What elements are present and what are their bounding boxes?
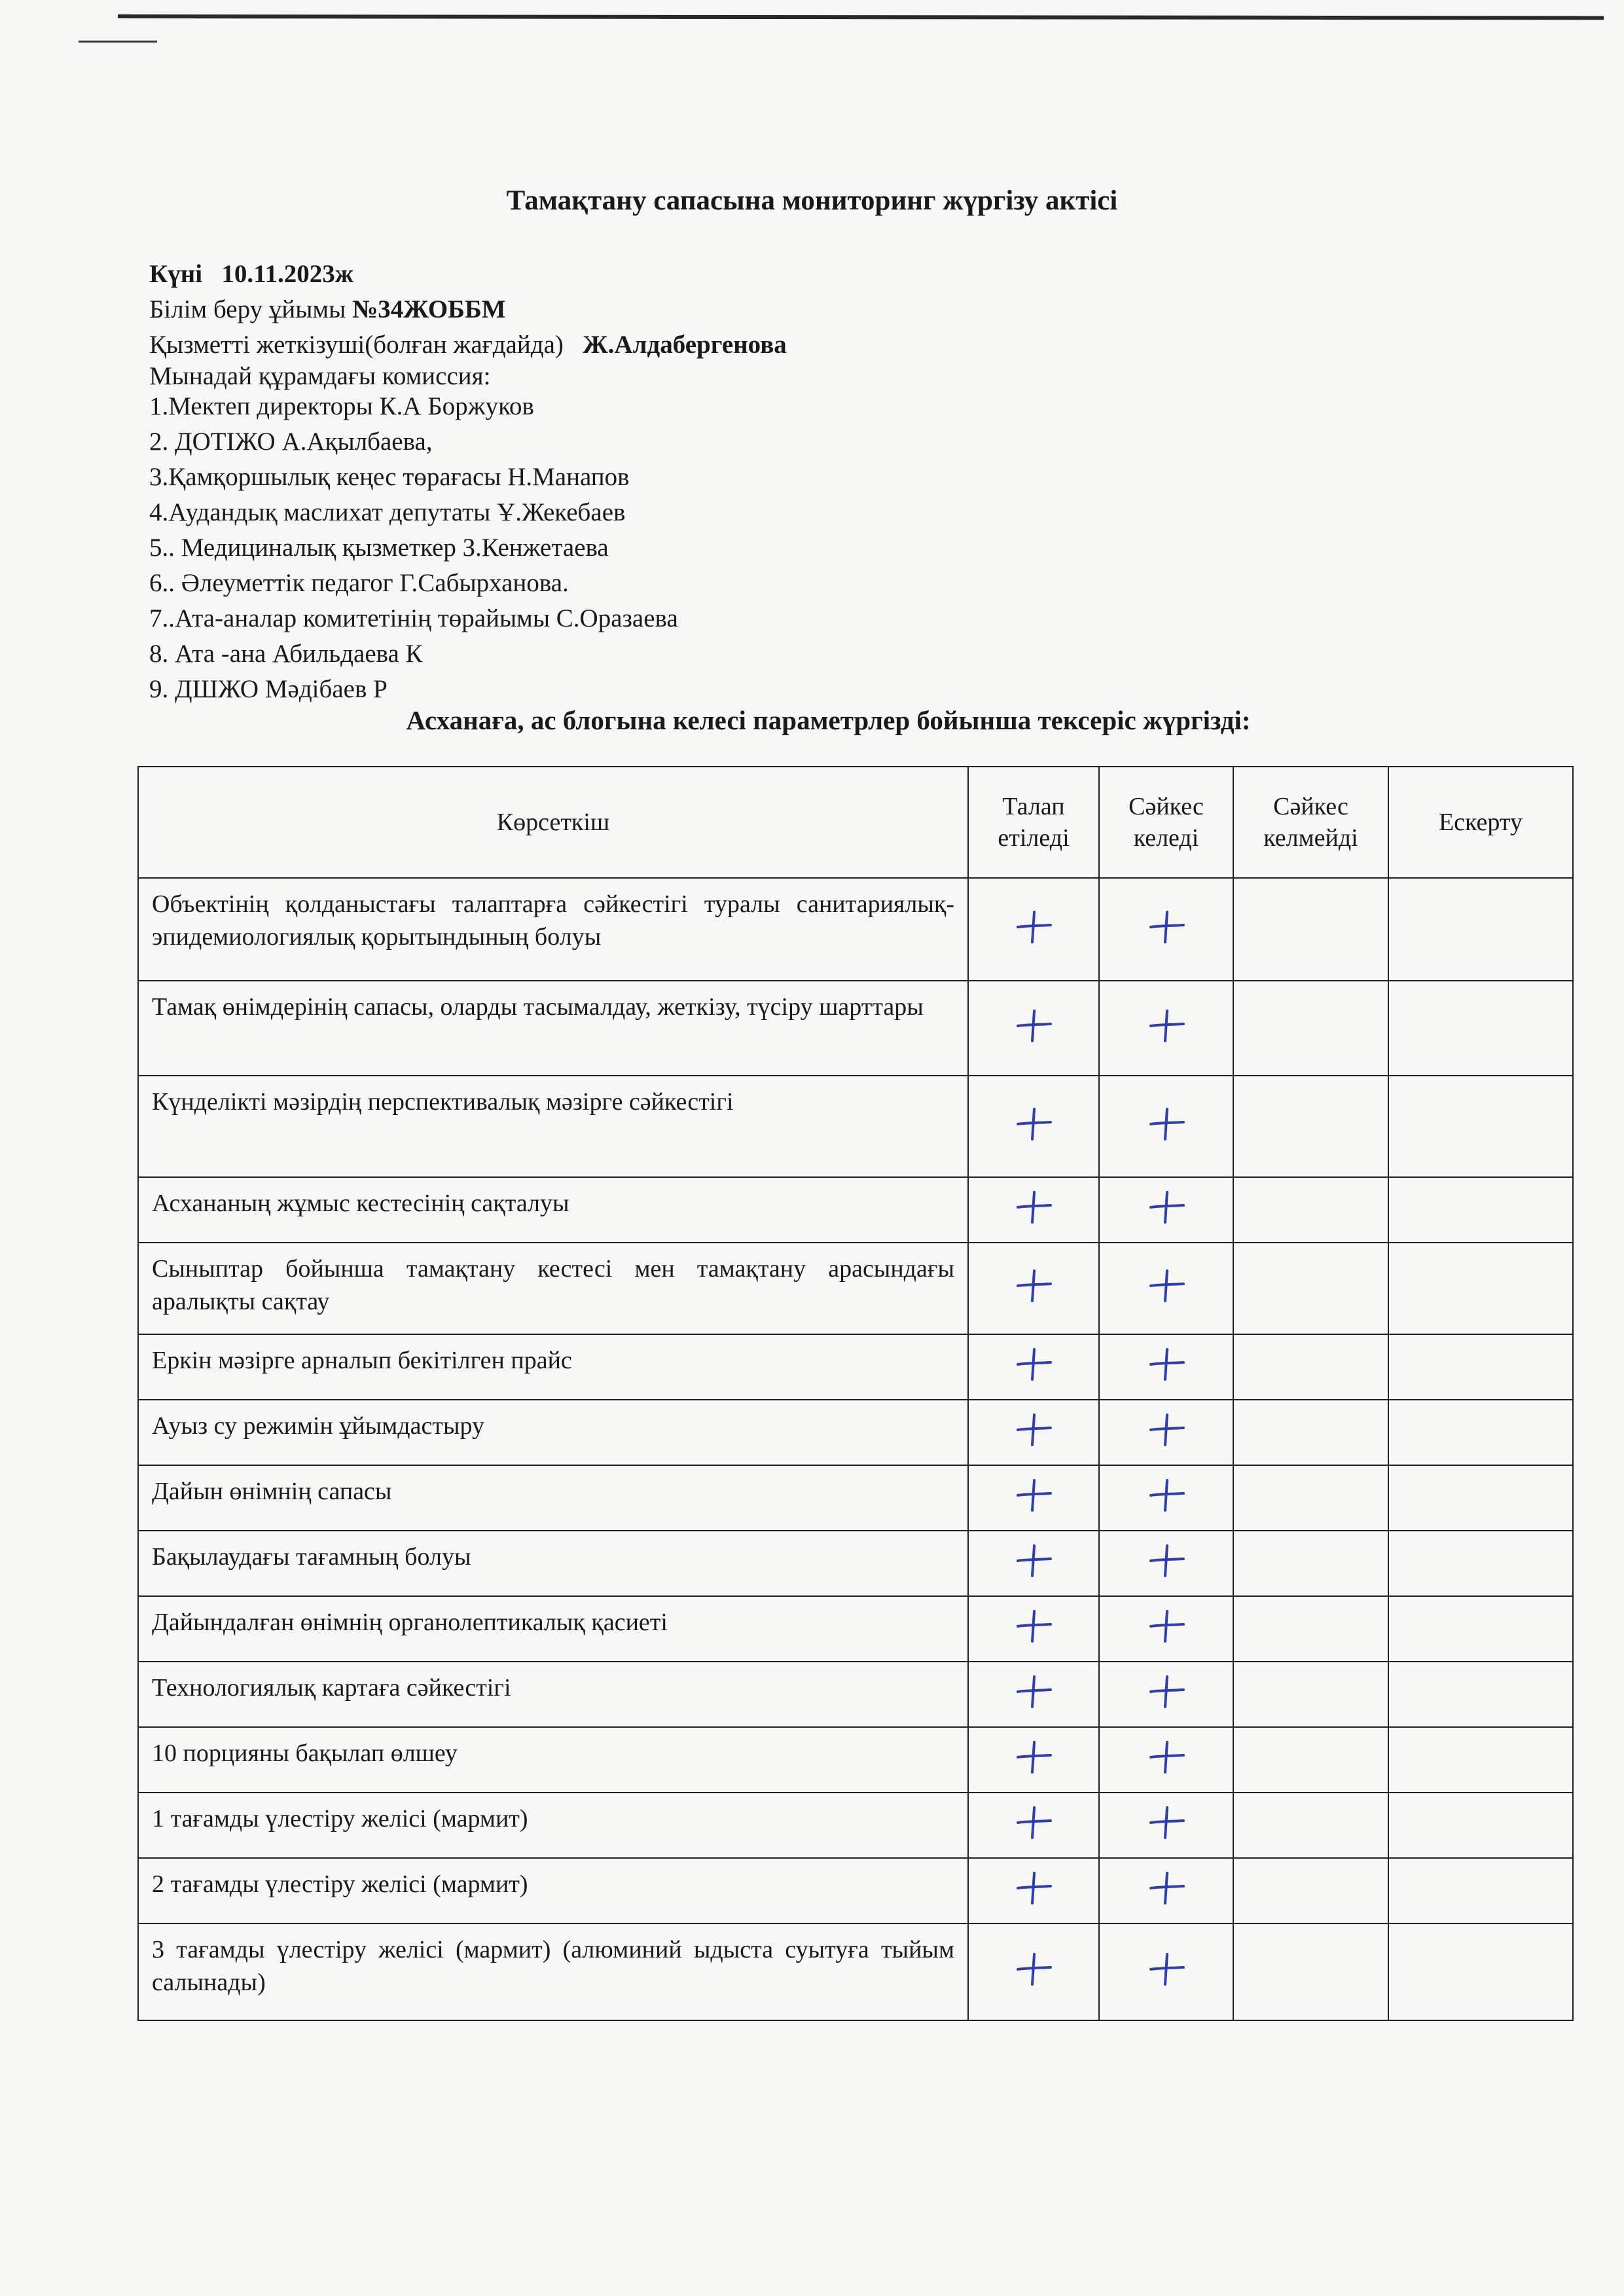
noncompliant-cell [1233, 1793, 1388, 1858]
compliant-cell [1099, 1400, 1233, 1465]
table-row [138, 1076, 1573, 1177]
section-heading: Асханаға, ас блогына келесі параметрлер бойынша тексеріс жүргізді: [406, 705, 1251, 735]
note-cell [1388, 1465, 1573, 1531]
organization-line [149, 292, 506, 327]
indicator-cell: 1 тағамды үлестіру желісі (мармит) [138, 1793, 968, 1858]
table-row [138, 1662, 1573, 1727]
note-cell [1388, 1400, 1573, 1465]
handwritten-plus-mark [1146, 1948, 1187, 1990]
compliant-cell [1099, 1858, 1233, 1923]
required-cell [968, 1793, 1099, 1858]
required-cell [968, 1465, 1099, 1531]
indicator-cell: Объектінің қолданыстағы талаптарға сәйкестігі туралы санитариялық-эпидемиологиялық қорытындының болуы [138, 878, 968, 981]
handwritten-plus-mark [1146, 905, 1187, 947]
handwritten-plus-mark [1013, 1102, 1055, 1144]
commission-member: 6.. Әлеуметтік педагог Г.Сабырханова. [149, 569, 569, 597]
note-cell [1388, 1858, 1573, 1923]
note-cell [1388, 1923, 1573, 2020]
inspection-table [137, 766, 1574, 2021]
handwritten-plus-mark [1013, 1186, 1055, 1228]
handwritten-plus-mark [1013, 1004, 1055, 1046]
table-row [138, 878, 1573, 981]
indicator-cell: Асхананың жұмыс кестесінің сақталуы [138, 1177, 968, 1243]
compliant-cell [1099, 1923, 1233, 2020]
supplier-label: Қызметті жеткізуші(болған жағдайда) [149, 331, 564, 359]
handwritten-plus-mark [1146, 1186, 1187, 1228]
note-cell [1388, 1334, 1573, 1400]
noncompliant-cell [1233, 1243, 1388, 1334]
compliant-cell [1099, 1177, 1233, 1243]
note-cell [1388, 1177, 1573, 1243]
commission-member: 9. ДШЖО Мәдібаев Р [149, 675, 388, 703]
handwritten-plus-mark [1146, 1408, 1187, 1450]
commission-member: 1.Мектеп директоры К.А Боржуков [149, 392, 534, 420]
required-cell [968, 878, 1099, 981]
organization-label: Білім беру ұйымы [149, 295, 346, 323]
note-cell [1388, 1793, 1573, 1858]
indicator-cell: Дайын өнімнің сапасы [138, 1465, 968, 1531]
table-body [138, 878, 1573, 2020]
noncompliant-cell [1233, 878, 1388, 981]
noncompliant-cell [1233, 1531, 1388, 1596]
header-note: Ескерту [1388, 767, 1573, 878]
header-required: Талап етіледі [968, 767, 1099, 878]
date-line [149, 257, 353, 292]
note-cell [1388, 1531, 1573, 1596]
indicator-cell: 10 порцияны бақылап өлшеу [138, 1727, 968, 1793]
table-row [138, 1400, 1573, 1465]
table-header-row [138, 767, 1573, 878]
compliant-cell [1099, 1076, 1233, 1177]
required-cell [968, 1076, 1099, 1177]
table-row [138, 1923, 1573, 2020]
note-cell [1388, 1662, 1573, 1727]
handwritten-plus-mark [1146, 1670, 1187, 1712]
compliant-cell [1099, 1334, 1233, 1400]
commission-member: 7..Ата-аналар комитетінің төрайымы С.Оразаева [149, 604, 678, 632]
handwritten-plus-mark [1146, 1867, 1187, 1908]
compliant-cell [1099, 1662, 1233, 1727]
noncompliant-cell [1233, 1923, 1388, 2020]
compliant-cell [1099, 1793, 1233, 1858]
page-title: Тамақтану сапасына мониторинг жүргізу актісі [506, 185, 1118, 216]
required-cell [968, 1858, 1099, 1923]
handwritten-plus-mark [1013, 1408, 1055, 1450]
date-label: Күні [149, 260, 203, 288]
handwritten-plus-mark [1146, 1605, 1187, 1647]
noncompliant-cell [1233, 1465, 1388, 1531]
table-row [138, 1727, 1573, 1793]
required-cell [968, 1400, 1099, 1465]
handwritten-plus-mark [1013, 1670, 1055, 1712]
noncompliant-cell [1233, 1596, 1388, 1662]
indicator-cell: Күнделікті мәзірдің перспективалық мәзірге сәйкестігі [138, 1076, 968, 1177]
compliant-cell [1099, 1465, 1233, 1531]
table-row [138, 1334, 1573, 1400]
commission-member: 3.Қамқоршылық кеңес төрағасы Н.Манапов [149, 463, 630, 491]
handwritten-plus-mark [1146, 1539, 1187, 1581]
indicator-cell: Дайындалған өнімнің органолептикалық қасиеті [138, 1596, 968, 1662]
handwritten-plus-mark [1146, 1801, 1187, 1843]
table-row [138, 1596, 1573, 1662]
handwritten-plus-mark [1013, 1474, 1055, 1516]
compliant-cell [1099, 1727, 1233, 1793]
required-cell [968, 1177, 1099, 1243]
table-row [138, 1858, 1573, 1923]
supplier-line [149, 327, 787, 363]
indicator-cell: Еркін мәзірге арналып бекітілген прайс [138, 1334, 968, 1400]
commission-member: 5.. Медициналық қызметкер З.Кенжетаева [149, 534, 609, 562]
supplier-value: Ж.Алдабергенова [583, 331, 787, 359]
commission-member: 8. Ата -ана Абильдаева К [149, 640, 423, 668]
handwritten-plus-mark [1013, 1867, 1055, 1908]
note-cell [1388, 1596, 1573, 1662]
required-cell [968, 1531, 1099, 1596]
required-cell [968, 1243, 1099, 1334]
date-value: 10.11.2023ж [221, 260, 353, 288]
note-cell [1388, 981, 1573, 1076]
required-cell [968, 1334, 1099, 1400]
indicator-cell: Ауыз су режимін ұйымдастыру [138, 1400, 968, 1465]
noncompliant-cell [1233, 1076, 1388, 1177]
handwritten-plus-mark [1146, 1004, 1187, 1046]
table-row [138, 1177, 1573, 1243]
organization-value: №34ЖОББМ [352, 295, 506, 323]
handwritten-plus-mark [1146, 1264, 1187, 1306]
noncompliant-cell [1233, 981, 1388, 1076]
scan-edge [118, 14, 1604, 20]
handwritten-plus-mark [1146, 1736, 1187, 1777]
indicator-cell: Тамақ өнімдерінің сапасы, оларды тасымалдау, жеткізу, түсіру шарттары [138, 981, 968, 1076]
indicator-cell: 3 тағамды үлестіру желісі (мармит) (алюминий ыдыста суытуға тыйым салынады) [138, 1923, 968, 2020]
header-compliant: Сәйкес келеді [1099, 767, 1233, 878]
note-cell [1388, 1243, 1573, 1334]
noncompliant-cell [1233, 1334, 1388, 1400]
header-noncompliant: Сәйкес келмейді [1233, 767, 1388, 878]
handwritten-plus-mark [1146, 1474, 1187, 1516]
indicator-cell: Технологиялық картаға сәйкестігі [138, 1662, 968, 1727]
indicator-cell: Бақылаудағы тағамның болуы [138, 1531, 968, 1596]
commission-member: 4.Аудандық маслихат депутаты Ұ.Жекебаев [149, 498, 626, 526]
table-row [138, 981, 1573, 1076]
noncompliant-cell [1233, 1858, 1388, 1923]
handwritten-plus-mark [1013, 1539, 1055, 1581]
note-cell [1388, 878, 1573, 981]
note-cell [1388, 1076, 1573, 1177]
commission-intro: Мынадай құрамдағы комиссия: [149, 362, 491, 390]
handwritten-plus-mark [1013, 1264, 1055, 1306]
table-row [138, 1465, 1573, 1531]
noncompliant-cell [1233, 1662, 1388, 1727]
handwritten-plus-mark [1146, 1102, 1187, 1144]
required-cell [968, 1596, 1099, 1662]
handwritten-plus-mark [1013, 1948, 1055, 1990]
handwritten-plus-mark [1013, 1343, 1055, 1385]
compliant-cell [1099, 1243, 1233, 1334]
header-indicator: Көрсеткіш [138, 767, 968, 878]
handwritten-plus-mark [1013, 1801, 1055, 1843]
compliant-cell [1099, 1531, 1233, 1596]
compliant-cell [1099, 981, 1233, 1076]
required-cell [968, 1727, 1099, 1793]
indicator-cell: 2 тағамды үлестіру желісі (мармит) [138, 1858, 968, 1923]
indicator-cell: Сыныптар бойынша тамақтану кестесі мен тамақтану арасындағы аралықты сақтау [138, 1243, 968, 1334]
handwritten-plus-mark [1013, 905, 1055, 947]
scan-edge-corner [79, 41, 157, 43]
commission-member: 2. ДОТІЖО А.Ақылбаева, [149, 428, 433, 456]
compliant-cell [1099, 878, 1233, 981]
noncompliant-cell [1233, 1177, 1388, 1243]
commission-list [149, 389, 678, 707]
table-row [138, 1793, 1573, 1858]
handwritten-plus-mark [1146, 1343, 1187, 1385]
required-cell [968, 981, 1099, 1076]
handwritten-plus-mark [1013, 1605, 1055, 1647]
noncompliant-cell [1233, 1400, 1388, 1465]
required-cell [968, 1923, 1099, 2020]
noncompliant-cell [1233, 1727, 1388, 1793]
table-row [138, 1243, 1573, 1334]
handwritten-plus-mark [1013, 1736, 1055, 1777]
compliant-cell [1099, 1596, 1233, 1662]
table-row [138, 1531, 1573, 1596]
note-cell [1388, 1727, 1573, 1793]
required-cell [968, 1662, 1099, 1727]
